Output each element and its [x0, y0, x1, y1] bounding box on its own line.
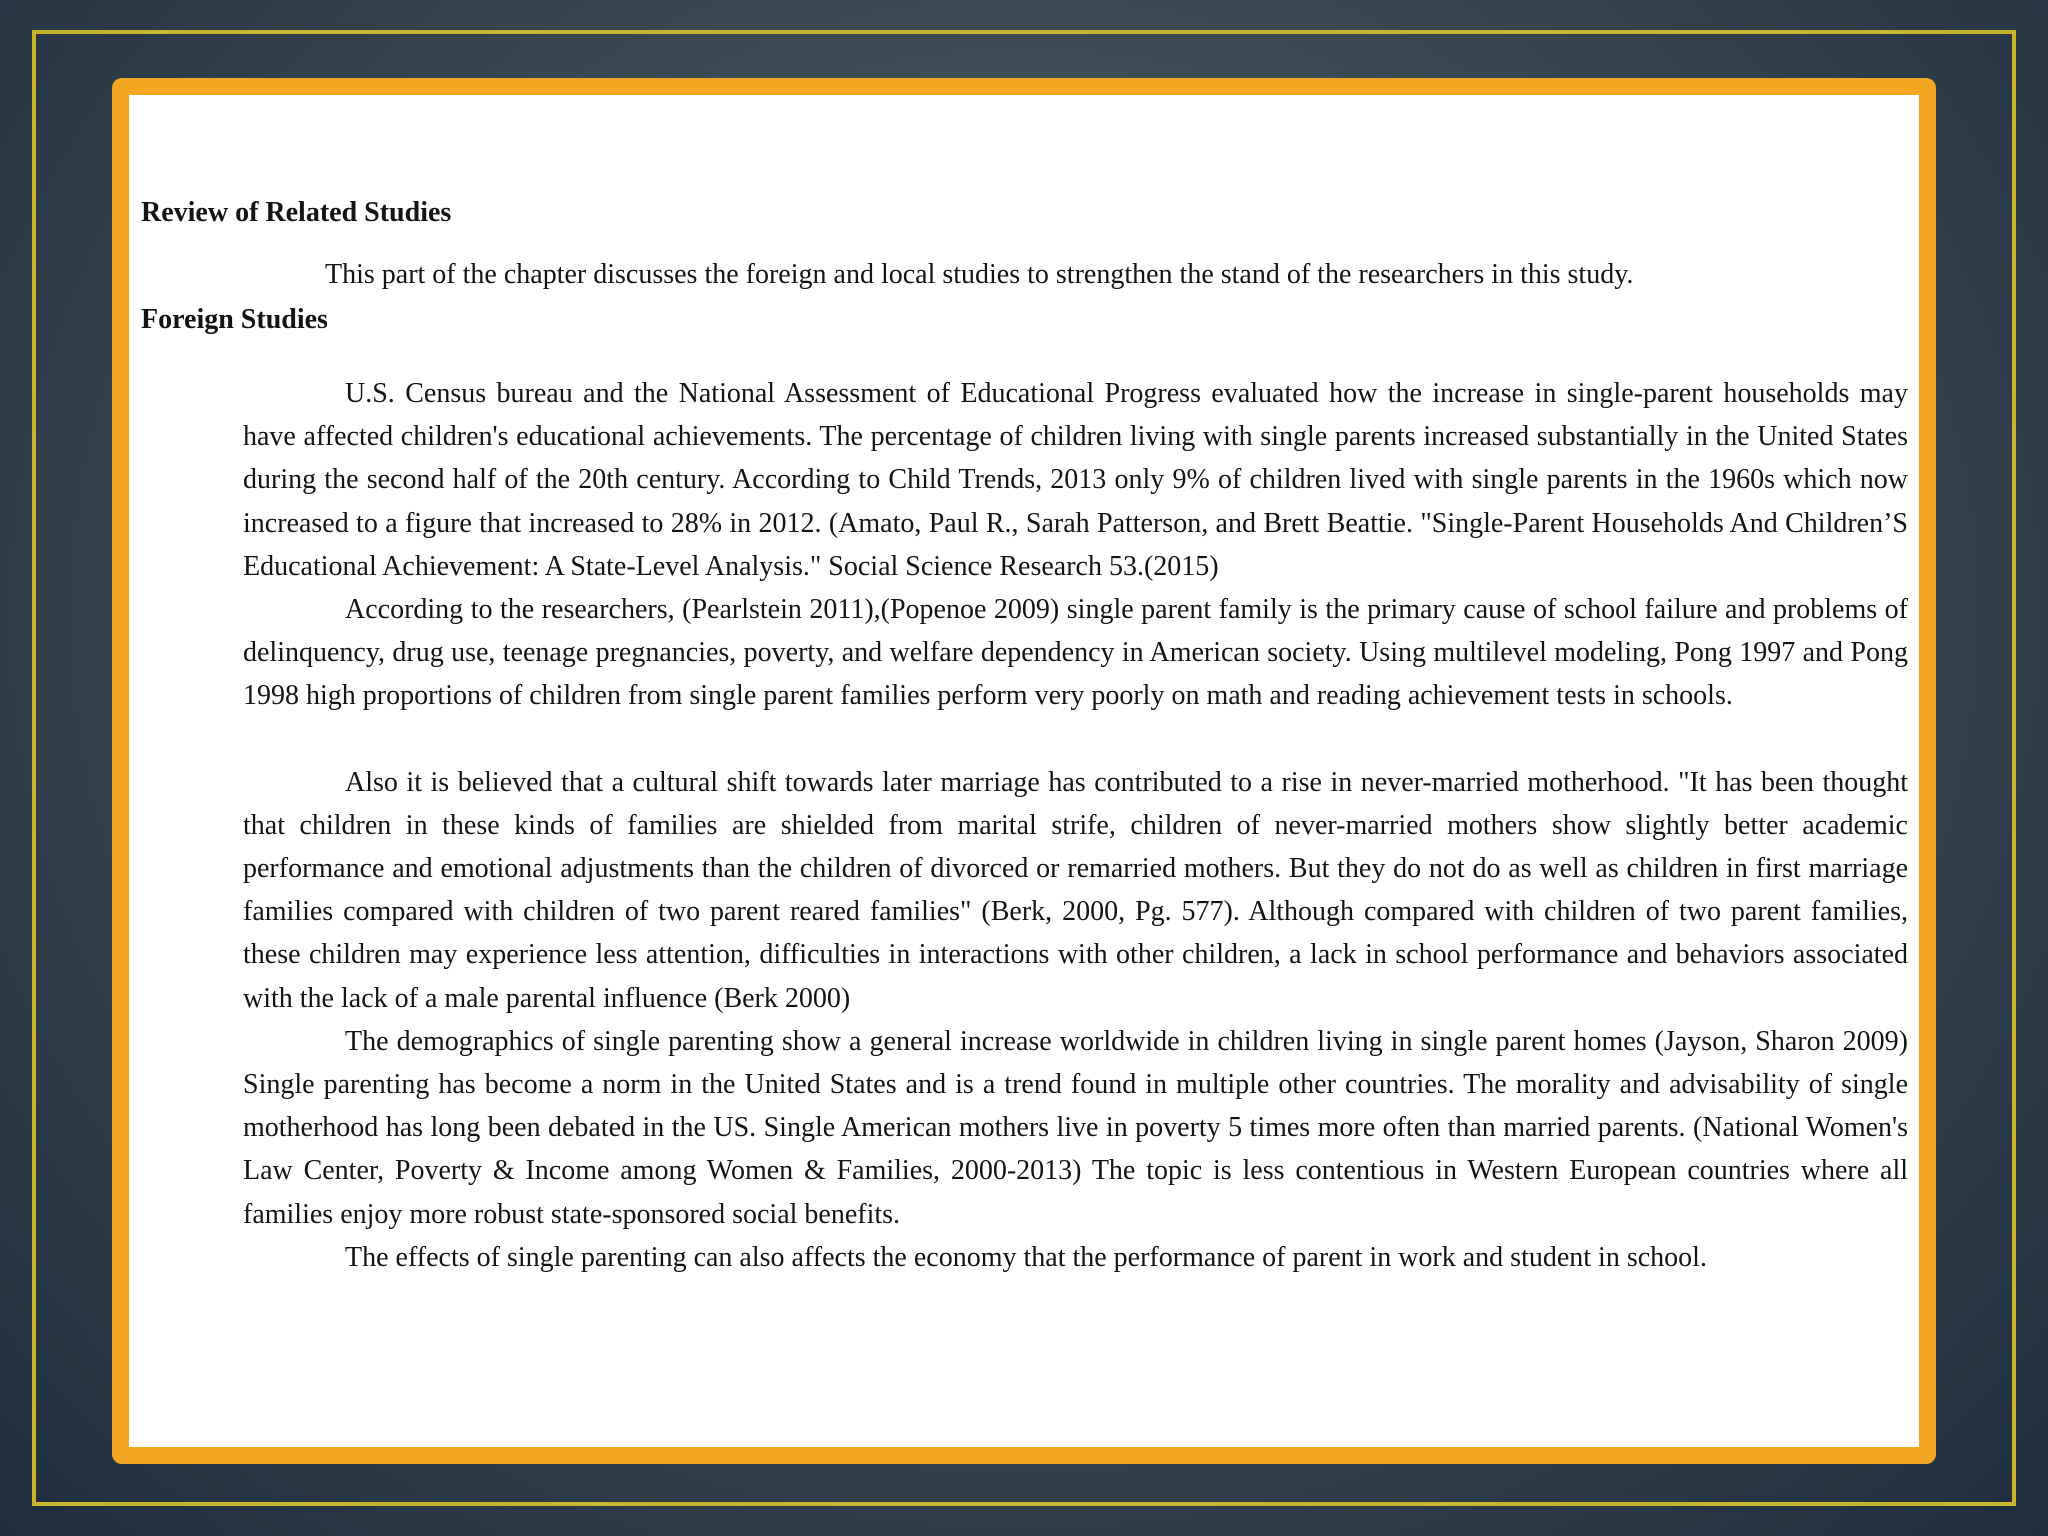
- paragraph-researchers: According to the researchers, (Pearlstein 2011),(Popenoe 2009) single parent family is the primary cause of school failure and problems of delinquency, drug use, teenage pregnancies, poverty, and welfare dependency in American society. Using multilevel modeling, Pong 1997 and Pong 1998 high proportions of children from single parent families perform very poorly on math and reading achievement tests in schools.: [243, 594, 1908, 712]
- paragraph-cultural-shift: Also it is believed that a cultural shift towards later marriage has contributed to a rise in never-married motherhood. "It has been thought that children in these kinds of families are shielded from marital strife, children of never-married mothers show slightly better academic performance and emotional adjustments than the children of divorced or remarried mothers. But they do not do as well as children in first marriage families compared with children of two parent reared families" (Berk, 2000, Pg. 577). Although compared with children of two parent families, these children may experience less attention, difficulties in interactions with other children, a lack in school performance and behaviors associated with the lack of a male parental influence (Berk 2000): [243, 766, 1908, 1014]
- paragraph-census: U.S. Census bureau and the National Assessment of Educational Progress evaluated how the increase in single-parent households may have affected children's educational achievements. The percentage of children living with single parents increased substantially in the United States during the second half of the 20th century. According to Child Trends, 2013 only 9% of children lived with single parents in the 1960s which now increased to a figure that increased to 28% in 2012. (Amato, Paul R., Sarah Patterson, and Brett Beattie. "Single-Parent Households And Children’S Educational Achievement: A State-Level Analysis." Social Science Research 53.(2015): [243, 378, 1908, 582]
- intro-paragraph: This part of the chapter discusses the foreign and local studies to strengthen the stand of the researchers in this study.: [325, 259, 1634, 290]
- body-text: [243, 372, 1908, 1279]
- subsection-title: Foreign Studies: [141, 304, 328, 335]
- document-content: [141, 196, 1909, 1279]
- paragraph-economy: The effects of single parenting can also affects the economy that the performance of parent in work and student in school.: [345, 1241, 1707, 1273]
- paragraph-demographics: The demographics of single parenting show a general increase worldwide in children living in single parent homes (Jayson, Sharon 2009) Single parenting has become a norm in the United States and is a trend found in multiple other countries. The morality and advisability of single motherhood has long been debated in the US. Single American mothers live in poverty 5 times more often than married parents. (National Women's Law Center, Poverty & Income among Women & Families, 2000-2013) The topic is less contentious in Western European countries where all families enjoy more robust state-sponsored social benefits.: [243, 1025, 1908, 1230]
- section-title: Review of Related Studies: [141, 197, 452, 228]
